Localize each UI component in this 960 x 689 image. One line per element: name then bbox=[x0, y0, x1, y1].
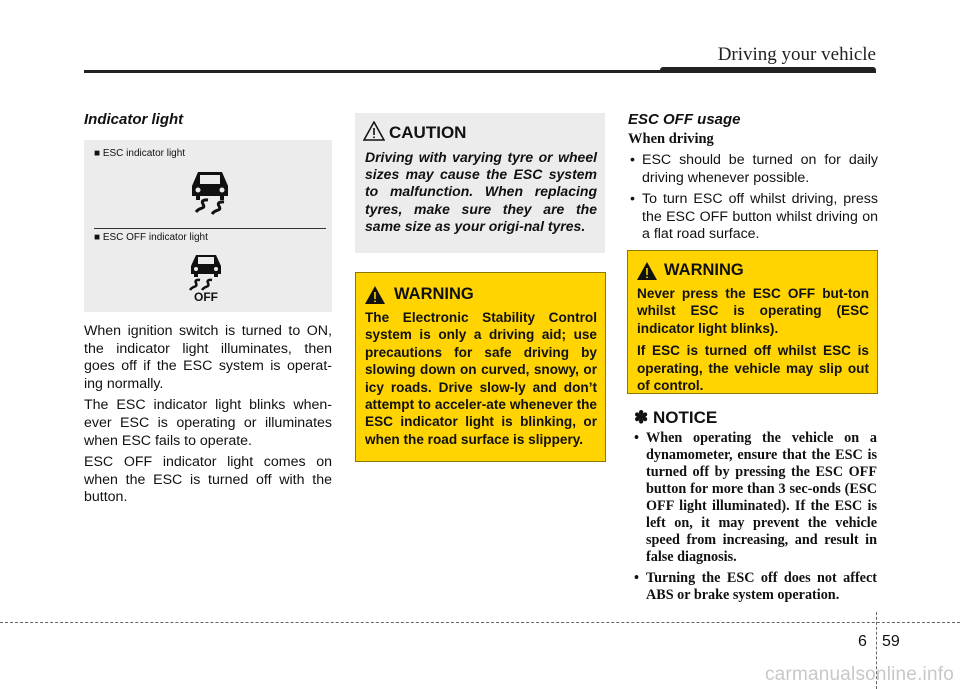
paragraph: If ESC is turned off whilst ESC is operating, the vehicle may slip out of control. bbox=[637, 343, 869, 394]
list-item: • To turn ESC off whilst driving, press the ESC OFF button whilst driving on a flat road surface. bbox=[630, 191, 878, 244]
warning-box-right bbox=[627, 250, 878, 394]
indicator-panel bbox=[84, 140, 332, 312]
indicator-description bbox=[84, 323, 332, 511]
driving-bullets bbox=[630, 152, 878, 248]
paragraph: When ignition switch is turned to ON, the indicator light illuminates, then goes off if the ESC system is operat-ing normally. bbox=[84, 323, 332, 392]
warning-body bbox=[637, 285, 869, 399]
header-rule-accent bbox=[660, 67, 876, 73]
caution-body: Driving with varying tyre or wheel sizes may cause the ESC system to malfunction. When replacing tyres, make sure they are the same size as your origi-nal tyres. bbox=[365, 149, 597, 234]
notice-title: ✽ NOTICE bbox=[634, 408, 718, 427]
warning-triangle-icon bbox=[636, 261, 658, 281]
esc-indicator-label: ■ ESC indicator light bbox=[94, 148, 186, 159]
warning-triangle-icon bbox=[364, 285, 386, 305]
list-item: • Turning the ESC off does not affect ABS or brake system operation. bbox=[634, 570, 877, 604]
notice-list bbox=[634, 430, 877, 608]
caution-box bbox=[355, 113, 605, 253]
warning-box-center bbox=[355, 272, 606, 462]
watermark: carmanualsonline.info bbox=[764, 664, 954, 685]
when-driving-subheading: When driving bbox=[628, 131, 714, 147]
list-item: • When operating the vehicle on a dynamometer, ensure that the ESC is turned off by pressing the ESC OFF button for more than 3 sec-onds (ESC OFF light illuminated). If the ESC is left on, it may prevent the vehicle speed from increasing, and result in false diagnosis. bbox=[634, 430, 877, 566]
warning-body: The Electronic Stability Control system is only a driving aid; use precautions for safe driving by slowing down on curved, snowy, or icy roads. Drive slow-ly and don’t attempt to acceler-ate whenever the ESC indicator light is blinking, or when the road surface is slippery. bbox=[365, 310, 597, 447]
esc-off-usage-heading: ESC OFF usage bbox=[628, 111, 741, 128]
indicator-light-heading: Indicator light bbox=[84, 111, 184, 128]
paragraph: The ESC indicator light blinks when-ever ESC is operating or illuminates when ESC fails to operate. bbox=[84, 397, 332, 449]
list-item: • ESC should be turned on for daily driving whenever possible. bbox=[630, 152, 878, 187]
caution-title: CAUTION bbox=[389, 123, 467, 142]
paragraph: ESC OFF indicator light comes on when the ESC is turned off with the button. bbox=[84, 454, 332, 506]
panel-divider bbox=[94, 228, 326, 229]
warning-title: WARNING bbox=[394, 285, 474, 303]
caution-triangle-icon bbox=[363, 121, 385, 141]
warning-title: WARNING bbox=[664, 261, 744, 279]
page-number: 59 bbox=[882, 633, 900, 650]
chapter-number: 6 bbox=[858, 633, 867, 650]
footer-rule bbox=[0, 622, 960, 623]
esc-off-indicator-icon bbox=[186, 252, 226, 292]
esc-off-icon-text: OFF bbox=[194, 290, 218, 304]
paragraph: Never press the ESC OFF but-ton whilst ESC is operating (ESC indicator light blinks). bbox=[637, 286, 869, 336]
esc-indicator-icon bbox=[186, 166, 234, 218]
header-title: Driving your vehicle bbox=[717, 44, 876, 65]
esc-off-indicator-label: ■ ESC OFF indicator light bbox=[94, 232, 208, 243]
